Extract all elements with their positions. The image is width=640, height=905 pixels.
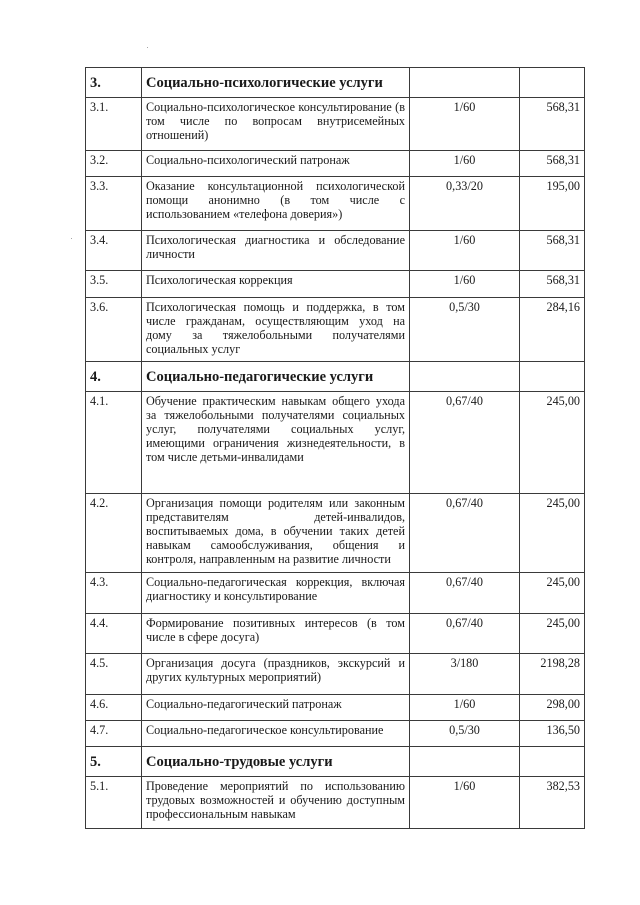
service-price: 568,31 [520,271,585,298]
service-name: Социально-психологический патронаж [142,151,410,177]
service-name: Организация досуга (праздников, экскурсий и других культурных мероприятий) [142,654,410,695]
service-row [86,573,585,614]
service-time-norm: 1/60 [410,151,520,177]
service-name: Формирование позитивных интересов (в том числе в сфере досуга) [142,614,410,654]
service-number: 3.6. [86,298,142,362]
service-time-norm: 1/60 [410,98,520,151]
section-header-row [86,362,585,392]
service-name: Проведение мероприятий по использованию трудовых возможностей и обучению доступным профессиональным навыкам [142,777,410,829]
service-number: 3. [86,68,142,98]
service-name: Обучение практическим навыкам общего ухода за тяжелобольными получателями социальных услуг, получателями социальных услуг, имеющими ограничения жизнедеятельности, в том числе детьми-инвалидами [142,392,410,494]
service-price [520,362,585,392]
service-price: 284,16 [520,298,585,362]
service-time-norm: 1/60 [410,777,520,829]
service-number: 4.1. [86,392,142,494]
service-price: 245,00 [520,392,585,494]
service-time-norm [410,747,520,777]
service-number: 5. [86,747,142,777]
service-row [86,298,585,362]
service-price: 245,00 [520,614,585,654]
service-row [86,494,585,573]
service-time-norm: 0,5/30 [410,721,520,747]
service-time-norm: 0,33/20 [410,177,520,231]
section-header-row [86,68,585,98]
service-price: 298,00 [520,695,585,721]
service-price: 568,31 [520,151,585,177]
scan-speck: · [146,42,149,52]
service-time-norm: 3/180 [410,654,520,695]
service-time-norm: 0,67/40 [410,573,520,614]
service-number: 3.1. [86,98,142,151]
section-header-row [86,747,585,777]
service-row [86,695,585,721]
service-row [86,392,585,494]
service-name: Социально-педагогическое консультирование [142,721,410,747]
service-price: 245,00 [520,573,585,614]
service-row [86,177,585,231]
service-price: 568,31 [520,98,585,151]
services-table-body [86,68,585,829]
service-name: Социально-педагогические услуги [142,362,410,392]
service-number: 3.2. [86,151,142,177]
service-row [86,151,585,177]
service-time-norm: 0,67/40 [410,392,520,494]
service-number: 4.5. [86,654,142,695]
service-number: 3.3. [86,177,142,231]
service-price [520,68,585,98]
service-number: 5.1. [86,777,142,829]
service-name: Организация помощи родителям или законным представителям детей-инвалидов, воспитываемых дома, в обучении таких детей навыкам самообслуживания, общения и контроля, направленным на развитие личности [142,494,410,573]
service-row [86,721,585,747]
service-time-norm [410,68,520,98]
service-row [86,614,585,654]
services-table [85,67,585,829]
scan-speck: · [70,233,73,243]
service-row [86,777,585,829]
service-price [520,747,585,777]
service-name: Социально-психологическое консультирование (в том числе по вопросам внутрисемейных отношений) [142,98,410,151]
service-name: Социально-педагогическая коррекция, включая диагностику и консультирование [142,573,410,614]
service-time-norm: 1/60 [410,695,520,721]
service-name: Социально-трудовые услуги [142,747,410,777]
service-price: 568,31 [520,231,585,271]
service-number: 4.6. [86,695,142,721]
service-time-norm: 0,67/40 [410,494,520,573]
service-time-norm: 0,67/40 [410,614,520,654]
service-time-norm [410,362,520,392]
service-time-norm: 1/60 [410,271,520,298]
service-time-norm: 1/60 [410,231,520,271]
service-number: 3.4. [86,231,142,271]
service-number: 3.5. [86,271,142,298]
service-row [86,654,585,695]
service-price: 2198,28 [520,654,585,695]
service-name: Социально-педагогический патронаж [142,695,410,721]
service-price: 382,53 [520,777,585,829]
service-number: 4.4. [86,614,142,654]
service-name: Оказание консультационной психологической помощи анонимно (в том числе с использованием «телефона доверия») [142,177,410,231]
service-number: 4.7. [86,721,142,747]
service-row [86,271,585,298]
service-number: 4. [86,362,142,392]
service-name: Социально-психологические услуги [142,68,410,98]
service-name: Психологическая коррекция [142,271,410,298]
service-price: 245,00 [520,494,585,573]
service-price: 195,00 [520,177,585,231]
service-number: 4.3. [86,573,142,614]
service-row [86,98,585,151]
service-price: 136,50 [520,721,585,747]
service-row [86,231,585,271]
service-name: Психологическая помощь и поддержка, в том числе гражданам, осуществляющим уход на дому за тяжелобольными получателями социальных услуг [142,298,410,362]
service-name: Психологическая диагностика и обследование личности [142,231,410,271]
service-time-norm: 0,5/30 [410,298,520,362]
service-number: 4.2. [86,494,142,573]
